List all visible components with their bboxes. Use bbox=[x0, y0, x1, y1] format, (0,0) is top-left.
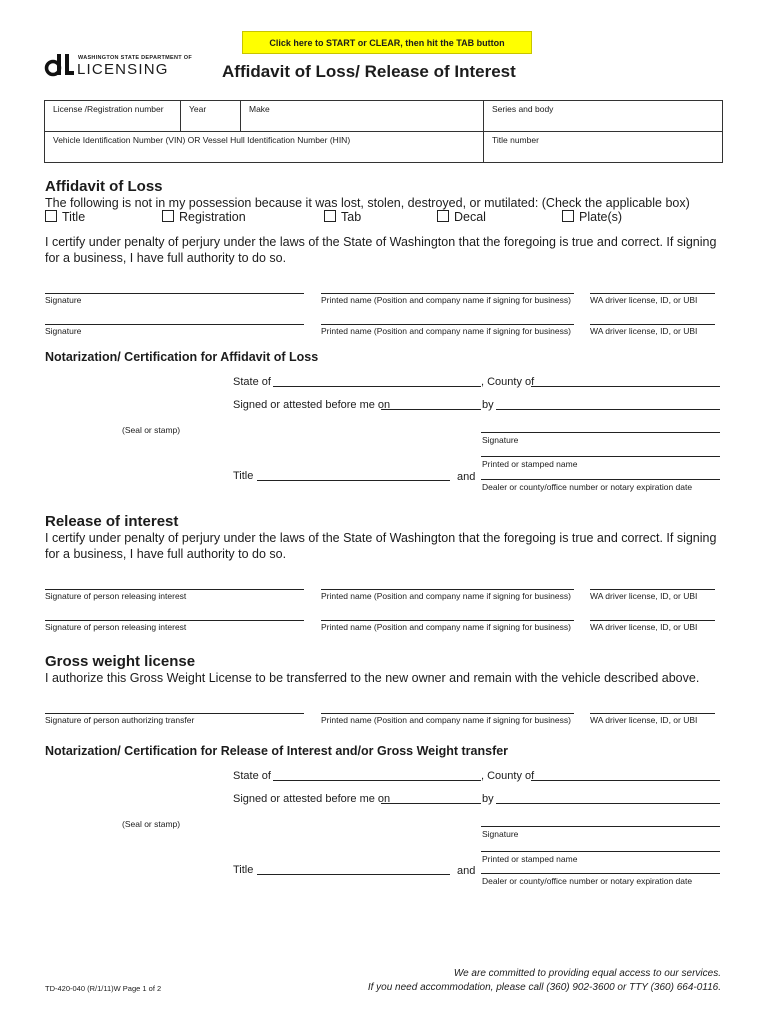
wa-license-line[interactable] bbox=[590, 620, 715, 621]
transfer-signature-caption: Signature of person authorizing transfer bbox=[45, 715, 195, 725]
state-of-label: State of bbox=[233, 376, 271, 388]
and-label: and bbox=[457, 865, 476, 877]
county-of-label: , County of bbox=[481, 770, 535, 782]
dealer-number-line[interactable] bbox=[481, 873, 720, 874]
release-certify-line1: I certify under penalty of perjury under the laws of the State of Washington that the foregoing is true and correct. If signing bbox=[45, 531, 717, 545]
release-heading: Release of interest bbox=[45, 513, 179, 530]
release-signature-caption: Signature of person releasing interest bbox=[45, 622, 187, 632]
series-label: Series and body bbox=[492, 104, 554, 114]
page-title: Affidavit of Loss/ Release of Interest bbox=[222, 62, 516, 81]
checkbox-tab[interactable] bbox=[324, 210, 361, 224]
dealer-caption: Dealer or county/office number or notary expiration date bbox=[482, 876, 693, 886]
affidavit-heading: Affidavit of Loss bbox=[45, 178, 163, 195]
notary-title-field[interactable] bbox=[257, 874, 450, 875]
signature-caption: Signature bbox=[45, 326, 82, 336]
dealer-caption: Dealer or county/office number or notary expiration date bbox=[482, 482, 693, 492]
transfer-signature-line[interactable] bbox=[45, 713, 304, 714]
wa-license-caption: WA driver license, ID, or UBI bbox=[590, 622, 698, 632]
state-of-field[interactable] bbox=[273, 780, 481, 781]
printed-name-caption: Printed name (Position and company name if signing for business) bbox=[321, 326, 571, 336]
checkbox-title[interactable] bbox=[45, 210, 85, 224]
county-of-field[interactable] bbox=[531, 780, 720, 781]
checkbox-label: Title bbox=[62, 210, 86, 224]
wa-license-line[interactable] bbox=[590, 589, 715, 590]
checkbox-registration[interactable] bbox=[162, 210, 246, 224]
logo-name: LICENSING bbox=[77, 61, 169, 78]
affidavit-certify-line2: for a business, I have full authority to do so. bbox=[45, 251, 287, 265]
county-of-field[interactable] bbox=[531, 386, 720, 387]
signed-before-label: Signed or attested before me on bbox=[233, 399, 391, 411]
printed-name-caption: Printed name (Position and company name if signing for business) bbox=[321, 295, 571, 305]
vin-label: Vehicle Identification Number (VIN) OR Vessel Hull Identification Number (HIN) bbox=[53, 135, 351, 145]
and-label: and bbox=[457, 471, 476, 483]
form-id: TD-420-040 (R/1/11)W Page 1 of 2 bbox=[45, 984, 162, 993]
printed-name-caption: Printed name (Position and company name if signing for business) bbox=[321, 622, 571, 632]
release-certify-line2: for a business, I have full authority to do so. bbox=[45, 547, 287, 561]
license-field[interactable] bbox=[47, 101, 179, 130]
seal-stamp-area: (Seal or stamp) bbox=[122, 819, 181, 829]
notary-signature-line[interactable] bbox=[481, 432, 720, 433]
signed-date-field[interactable] bbox=[381, 803, 481, 804]
printed-name-line[interactable] bbox=[321, 324, 574, 325]
wa-license-line[interactable] bbox=[590, 324, 715, 325]
affidavit-certify-line1: I certify under penalty of perjury under the laws of the State of Washington that the foregoing is true and correct. If signing bbox=[45, 235, 717, 249]
checkbox-label: Plate(s) bbox=[579, 210, 623, 224]
checkbox-icon bbox=[437, 210, 449, 222]
signature-caption: Signature bbox=[45, 295, 82, 305]
wa-license-caption: WA driver license, ID, or UBI bbox=[590, 295, 698, 305]
checkbox-icon bbox=[162, 210, 174, 222]
notary-title-field[interactable] bbox=[257, 480, 450, 481]
wa-license-caption: WA driver license, ID, or UBI bbox=[590, 326, 698, 336]
wa-license-caption: WA driver license, ID, or UBI bbox=[590, 715, 698, 725]
printed-name-caption: Printed name (Position and company name if signing for business) bbox=[321, 591, 571, 601]
notary2-heading: Notarization/ Certification for Release of Interest and/or Gross Weight transfer bbox=[45, 744, 509, 758]
printed-name-line[interactable] bbox=[321, 713, 574, 714]
notary1-heading: Notarization/ Certification for Affidavit of Loss bbox=[45, 350, 319, 364]
checkbox-label: Decal bbox=[454, 210, 486, 224]
notary-printed-name-line[interactable] bbox=[481, 456, 720, 457]
printed-name-caption: Printed name (Position and company name if signing for business) bbox=[321, 715, 571, 725]
title-number-label: Title number bbox=[492, 135, 539, 145]
checkbox-icon bbox=[45, 210, 57, 222]
start-clear-button[interactable]: Click here to START or CLEAR, then hit the TAB button bbox=[242, 31, 532, 54]
wa-license-line[interactable] bbox=[590, 293, 715, 294]
notary-signature-caption: Signature bbox=[482, 829, 519, 839]
signature-line[interactable] bbox=[45, 293, 304, 294]
checkbox-label: Registration bbox=[179, 210, 246, 224]
state-of-label: State of bbox=[233, 770, 271, 782]
seal-stamp-area: (Seal or stamp) bbox=[122, 425, 181, 435]
checkbox-icon bbox=[562, 210, 574, 222]
checkbox-icon bbox=[324, 210, 336, 222]
gross-weight-heading: Gross weight license bbox=[45, 653, 196, 670]
table-col-divider bbox=[180, 100, 181, 131]
notary-signature-caption: Signature bbox=[482, 435, 519, 445]
affidavit-intro: The following is not in my possession because it was lost, stolen, destroyed, or mutilated: (Check the applicable box) bbox=[45, 196, 690, 210]
accommodation-note: If you need accommodation, please call (360) 902-3600 or TTY (360) 664-0116. bbox=[367, 982, 721, 993]
notary-title-label: Title bbox=[233, 470, 254, 482]
by-field[interactable] bbox=[496, 803, 720, 804]
gross-weight-text: I authorize this Gross Weight License to be transferred to the new owner and remain with the vehicle described above. bbox=[45, 671, 700, 685]
logo-dept: WASHINGTON STATE DEPARTMENT OF bbox=[78, 55, 193, 61]
printed-name-line[interactable] bbox=[321, 589, 574, 590]
wa-license-caption: WA driver license, ID, or UBI bbox=[590, 591, 698, 601]
checkbox-label: Tab bbox=[341, 210, 362, 224]
wa-license-line[interactable] bbox=[590, 713, 715, 714]
dealer-number-line[interactable] bbox=[481, 479, 720, 480]
notary-title-label: Title bbox=[233, 864, 254, 876]
notary-printed-name-line[interactable] bbox=[481, 851, 720, 852]
printed-name-line[interactable] bbox=[321, 293, 574, 294]
signed-before-label: Signed or attested before me on bbox=[233, 793, 391, 805]
equal-access-note: We are committed to providing equal access to our services. bbox=[453, 968, 721, 979]
checkbox-plates[interactable] bbox=[562, 210, 622, 224]
vin-field[interactable] bbox=[47, 132, 482, 162]
release-signature-line[interactable] bbox=[45, 620, 304, 621]
year-label: Year bbox=[189, 104, 207, 114]
dol-logo-icon bbox=[44, 51, 74, 77]
make-label: Make bbox=[249, 104, 270, 114]
year-field[interactable] bbox=[183, 101, 239, 130]
checkbox-decal[interactable] bbox=[437, 210, 486, 224]
make-field[interactable] bbox=[243, 101, 482, 130]
printed-name-line[interactable] bbox=[321, 620, 574, 621]
title-number-field[interactable] bbox=[486, 132, 722, 162]
county-of-label: , County of bbox=[481, 376, 535, 388]
notary-printed-caption: Printed or stamped name bbox=[482, 854, 578, 864]
signed-date-field[interactable] bbox=[381, 409, 481, 410]
table-col-divider bbox=[240, 100, 241, 131]
by-label: by bbox=[482, 793, 494, 805]
license-label: License /Registration number bbox=[53, 104, 164, 114]
release-signature-line[interactable] bbox=[45, 589, 304, 590]
signature-line[interactable] bbox=[45, 324, 304, 325]
state-of-field[interactable] bbox=[273, 386, 481, 387]
release-signature-caption: Signature of person releasing interest bbox=[45, 591, 187, 601]
by-label: by bbox=[482, 399, 494, 411]
notary-signature-line[interactable] bbox=[481, 826, 720, 827]
table-col-divider bbox=[483, 100, 484, 163]
notary-printed-caption: Printed or stamped name bbox=[482, 459, 578, 469]
by-field[interactable] bbox=[496, 409, 720, 410]
series-field[interactable] bbox=[486, 101, 722, 130]
